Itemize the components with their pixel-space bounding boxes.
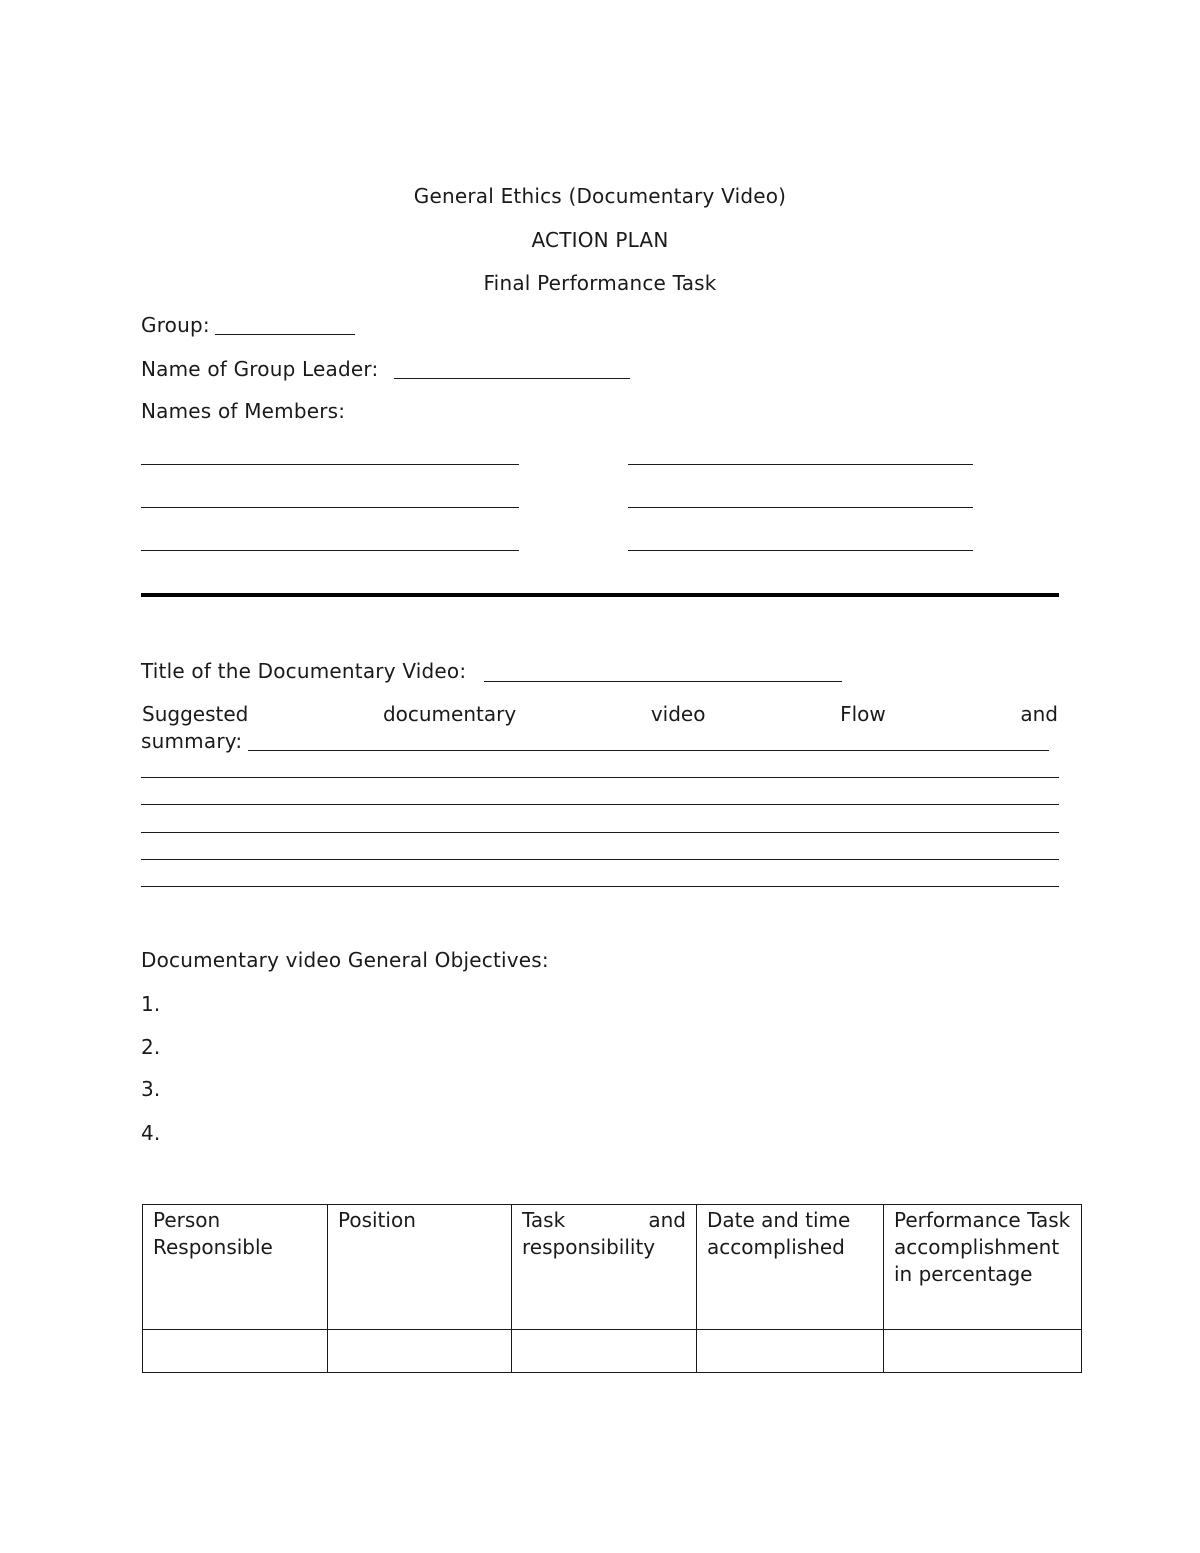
responsibility-table [142, 1204, 1082, 1373]
flow-label-word: Suggested [142, 702, 249, 726]
leader-field[interactable] [394, 378, 630, 379]
column-header: Date and time accomplished [697, 1205, 884, 1330]
course-title: General Ethics (Documentary Video) [413, 184, 787, 208]
group-field[interactable] [215, 334, 355, 335]
table-cell[interactable] [697, 1330, 884, 1373]
objective-number: 2. [141, 1035, 161, 1059]
member-field[interactable] [141, 550, 519, 551]
objective-number: 1. [141, 992, 161, 1016]
member-field[interactable] [141, 507, 519, 508]
section-divider [141, 593, 1059, 597]
member-field[interactable] [628, 464, 973, 465]
document-subtitle: Final Performance Task [483, 271, 717, 295]
group-label: Group: [141, 313, 210, 337]
summary-field[interactable] [141, 859, 1059, 860]
summary-field[interactable] [248, 750, 1049, 751]
table-cell[interactable] [328, 1330, 512, 1373]
summary-field[interactable] [141, 832, 1059, 833]
column-header: Performance Task accomplishment in percentage [884, 1205, 1082, 1330]
members-label: Names of Members: [141, 399, 346, 423]
flow-label-word: documentary [382, 702, 517, 726]
flow-label-end: summary: [141, 729, 243, 753]
column-header-justified: Task and responsibility [522, 1208, 686, 1259]
flow-label-line [142, 702, 1058, 726]
document-title: ACTION PLAN [531, 228, 669, 252]
summary-field[interactable] [141, 886, 1059, 887]
table-header-row [143, 1205, 1082, 1330]
flow-label-word: and [1020, 702, 1058, 726]
summary-field[interactable] [141, 804, 1059, 805]
column-header: Position [328, 1205, 512, 1330]
objectives-label: Documentary video General Objectives: [141, 948, 549, 972]
leader-label: Name of Group Leader: [141, 357, 379, 381]
flow-label-word: Flow [840, 702, 886, 726]
table-row [143, 1330, 1082, 1373]
summary-field[interactable] [141, 777, 1059, 778]
table-cell[interactable] [512, 1330, 697, 1373]
column-header [512, 1205, 697, 1330]
video-title-field[interactable] [484, 681, 842, 682]
table-cell[interactable] [884, 1330, 1082, 1373]
member-field[interactable] [141, 464, 519, 465]
column-header: Person Responsible [143, 1205, 328, 1330]
member-field[interactable] [628, 550, 973, 551]
table-cell[interactable] [143, 1330, 328, 1373]
video-title-label: Title of the Documentary Video: [141, 659, 467, 683]
member-field[interactable] [628, 507, 973, 508]
objective-number: 4. [141, 1121, 161, 1145]
flow-label-word: video [650, 702, 706, 726]
objective-number: 3. [141, 1077, 161, 1101]
